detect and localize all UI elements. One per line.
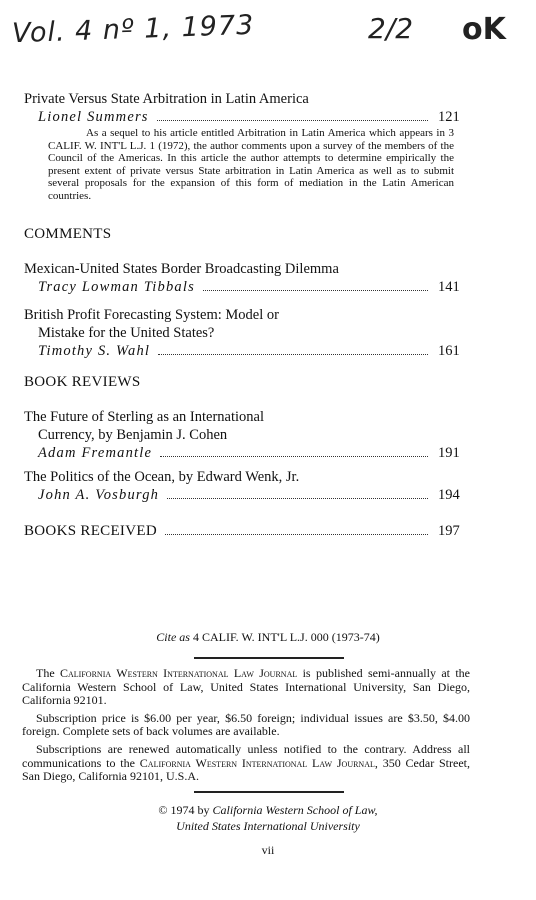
dot-leader — [167, 497, 428, 499]
comment-title-line-1: British Profit Forecasting System: Model or — [24, 307, 279, 323]
pub-text: The — [36, 666, 55, 680]
publication-paragraph-2: Subscription price is $6.00 per year, $6.50 foreign; individual issues are $3.50, $4.00 foreign. Complete sets of back volumes are available. — [22, 710, 470, 739]
citation-text: 4 CALIF. W. INT'L L.J. 000 (1973-74) — [192, 630, 380, 644]
comment-author-line — [24, 342, 466, 361]
handwritten-check-note: oK — [462, 12, 506, 47]
comment-author-line — [24, 278, 466, 297]
review-page-number: 191 — [438, 445, 460, 461]
pub-text: is published semi-annually at the California Western School of Law, United States International University, San Diego, California 92101. — [22, 666, 470, 708]
books-received-page-number: 197 — [438, 523, 460, 539]
review-author-line — [24, 486, 466, 505]
journal-name: California Western International Law Journal — [60, 666, 298, 680]
journal-name: California Western International Law Journal — [139, 755, 375, 770]
page-folio: vii — [261, 843, 275, 857]
comment-author: Timothy S. Wahl — [38, 343, 151, 359]
comment-page-number: 161 — [438, 343, 460, 359]
review-title — [24, 408, 466, 444]
dot-leader — [203, 289, 428, 291]
toc-entry-comment-2 — [24, 306, 466, 361]
pub-text: Subscriptions are renewed automatically unless notified to the contrary. Address all communications to the — [22, 741, 470, 770]
copyright-line-2 — [0, 818, 536, 834]
books-received-label: BOOKS RECEIVED — [24, 523, 157, 539]
divider-rule — [194, 791, 344, 793]
books-received-line — [24, 522, 466, 541]
comment-title — [24, 306, 466, 342]
pub-text: , 350 Cedar Street, San Diego, California 92101, U.S.A. — [22, 755, 471, 784]
copyright-symbol-text: © 1974 by — [158, 803, 210, 817]
comment-title: Mexican-United States Border Broadcasting Dilemma — [24, 261, 339, 277]
article-abstract: As a sequel to his article entitled Arbitration in Latin America which appears in 3 CALIF. W. INT'L L.J. 1 (1972), the author comments upon a survey of the members of the Council of the Americas. In this article the author attempts to determine empirically the present extent of private versus State arbitration in Latin America as well as to submit several proposals for the expansion of this form of mediation in the Latin American countries. — [48, 127, 454, 202]
article-author: Lionel Summers — [38, 109, 149, 125]
copyright-notice — [0, 802, 536, 834]
copyright-line-1 — [0, 802, 536, 818]
handwritten-fraction-note: 2/2 — [368, 12, 414, 45]
article-author-line — [24, 108, 466, 127]
comment-title-line-2: Mistake for the United States? — [38, 325, 215, 341]
article-page-number: 121 — [438, 109, 460, 125]
toc-entry-review-1 — [24, 408, 466, 463]
toc-entry-comment-1 — [24, 260, 466, 297]
review-author: John A. Vosburgh — [38, 487, 160, 503]
toc-entry-books-received — [24, 522, 466, 541]
toc-entry-article — [24, 90, 466, 203]
review-title-line-2: Currency, by Benjamin J. Cohen — [38, 427, 228, 443]
comments-heading: COMMENTS — [24, 226, 112, 242]
comment-page-number: 141 — [438, 279, 460, 295]
review-author: Adam Fremantle — [38, 445, 153, 461]
citation-line — [0, 630, 536, 645]
dot-leader — [158, 353, 428, 355]
review-page-number: 194 — [438, 487, 460, 503]
dot-leader — [165, 533, 428, 535]
article-title: Private Versus State Arbitration in Latin America — [24, 91, 309, 107]
publication-paragraph-1 — [22, 667, 470, 708]
publication-info — [22, 667, 470, 788]
copyright-holder: California Western School of Law, — [212, 803, 378, 817]
toc-entry-review-2 — [24, 468, 466, 505]
dot-leader — [160, 455, 428, 457]
review-title: The Politics of the Ocean, by Edward Wenk, Jr. — [24, 469, 300, 485]
comment-author: Tracy Lowman Tibbals — [38, 279, 195, 295]
citation-prefix: Cite as — [156, 630, 190, 644]
book-reviews-heading: BOOK REVIEWS — [24, 374, 141, 390]
copyright-university: United States International University — [176, 819, 360, 833]
divider-rule — [194, 657, 344, 659]
review-author-line — [24, 444, 466, 463]
handwritten-volume-note: Vol. 4 nº 1, 1973 — [11, 9, 255, 50]
publication-paragraph-3 — [22, 743, 470, 784]
review-title-line-1: The Future of Sterling as an International — [24, 409, 264, 425]
dot-leader — [157, 119, 428, 121]
